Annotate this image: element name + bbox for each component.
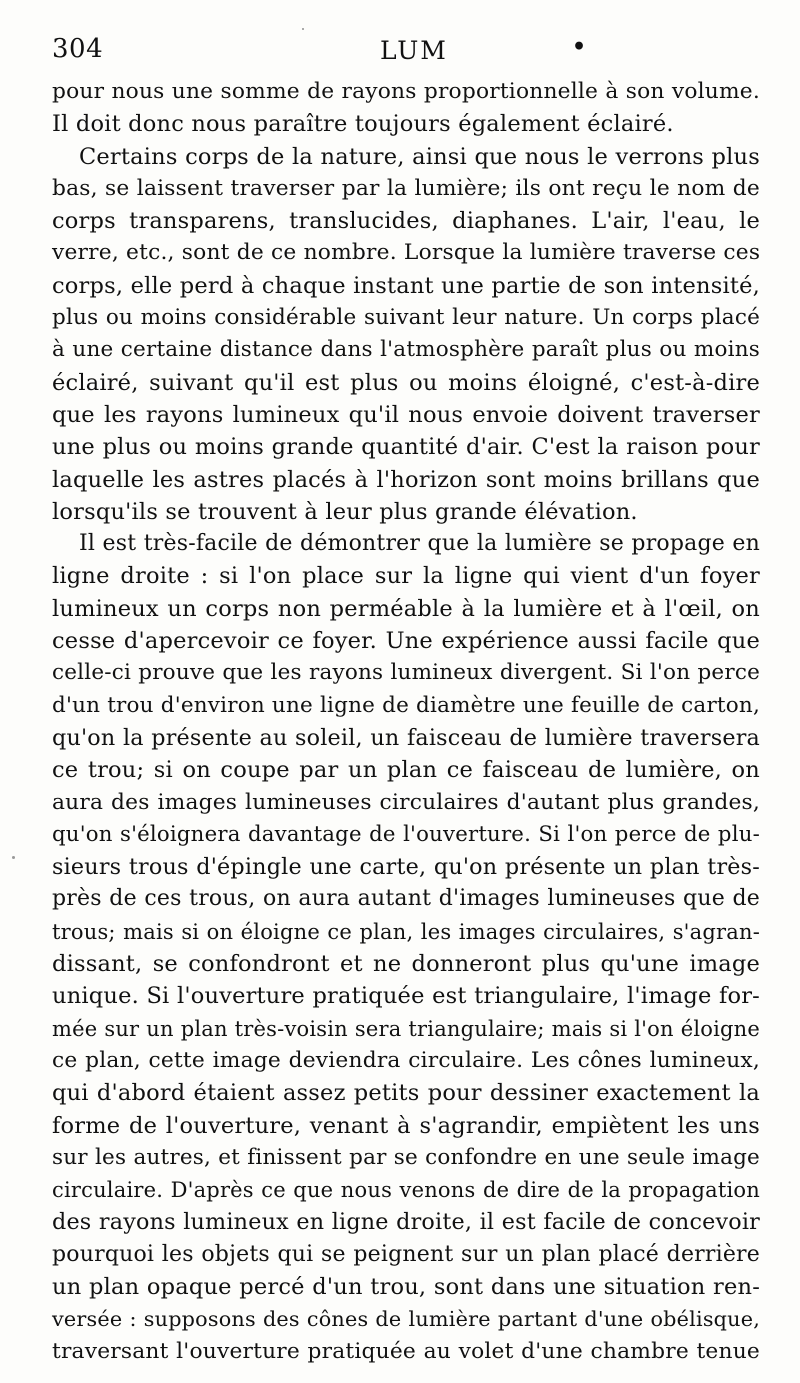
text-line: cesse d'apercevoir ce foyer. Une expérience aussi facile que (52, 628, 760, 655)
text-line: corps, elle perd à chaque instant une partie de son intensité, (52, 272, 760, 299)
text-line: unique. Si l'ouverture pratiquée est triangulaire, l'image for- (52, 983, 760, 1010)
paper-speck (12, 856, 15, 859)
text-line: traversant l'ouverture pratiquée au volet d'une chambre tenue (52, 1338, 760, 1364)
text-line: une plus ou moins grande quantité d'air. C'est la raison pour (52, 434, 760, 461)
text-line: ligne droite : si l'on place sur la ligne qui vient d'un foyer (52, 563, 760, 590)
page-header (52, 34, 760, 70)
text-line: verre, etc., sont de ce nombre. Lorsque la lumière traverse ces (52, 240, 761, 266)
text-line: lumineux un corps non perméable à la lumière et à l'œil, on (52, 595, 760, 622)
text-line: sieurs trous d'épingle une carte, qu'on présente un plan très- (52, 854, 760, 881)
text-line: sur les autres, et finissent par se confondre en une seule image (52, 1144, 760, 1170)
text-line: d'un trou d'environ une ligne de diamètre une feuille de carton, (52, 692, 760, 718)
text-line: des rayons lumineux en ligne droite, il est facile de concevoir (52, 1209, 760, 1236)
text-line: éclairé, suivant qu'il est plus ou moins éloigné, c'est-à-dire (52, 369, 760, 396)
text-line: ce trou; si on coupe par un plan ce faisceau de lumière, on (52, 757, 760, 784)
text-line: ce plan, cette image deviendra circulaire. Les cônes lumineux, (52, 1047, 760, 1073)
text-line: circulaire. D'après ce que nous venons de dire de la propagation (52, 1178, 760, 1203)
paper-speck (302, 28, 304, 30)
text-line: Il est très-facile de démontrer que la lumière se propage en (79, 531, 760, 557)
text-line: un plan opaque percé d'un trou, sont dans une situation ren- (52, 1273, 760, 1300)
page-number: 304 (52, 34, 104, 64)
header-mark: • (572, 34, 587, 60)
running-head: LUM (380, 36, 448, 65)
text-line: laquelle les astres placés à l'horizon sont moins brillans que (52, 466, 760, 493)
text-line: lorsqu'ils se trouvent à leur plus grande élévation. (52, 498, 638, 525)
text-line: qui d'abord étaient assez petits pour dessiner exactement la (52, 1080, 760, 1107)
text-line: trous; mais si on éloigne ce plan, les images circulaires, s'agran- (52, 919, 760, 944)
text-line: pourquoi les objets qui se peignent sur un plan placé derrière (52, 1241, 760, 1267)
text-line: corps transparens, translucides, diaphanes. L'air, l'eau, le (52, 208, 760, 235)
text-line: pour nous une somme de rayons proportionnelle à son volume. (52, 79, 760, 104)
text-line: que les rayons lumineux qu'il nous envoie doivent traverser (52, 401, 760, 428)
text-line: à une certaine distance dans l'atmosphère paraît plus ou moins (52, 337, 760, 363)
text-line: celle-ci prouve que les rayons lumineux divergent. Si l'on perce (52, 660, 760, 686)
body-text (52, 76, 760, 1368)
text-line: Certains corps de la nature, ainsi que nous le verrons plus (79, 143, 760, 170)
text-line: qu'on s'éloignera davantage de l'ouverture. Si l'on perce de plu- (52, 821, 760, 847)
text-line: dissant, se confondront et ne donneront plus qu'une image (52, 951, 760, 978)
text-line: mée sur un plan très-voisin sera triangulaire; mais si l'on éloigne (52, 1016, 760, 1041)
text-line: forme de l'ouverture, venant à s'agrandir, empiètent les uns (52, 1112, 760, 1139)
text-line: plus ou moins considérable suivant leur nature. Un corps placé (52, 305, 760, 331)
text-line: versée : supposons des cônes de lumière partant d'une obélisque, (52, 1307, 760, 1332)
text-line: bas, se laissent traverser par la lumière; ils ont reçu le nom de (52, 175, 760, 201)
text-line: près de ces trous, on aura autant d'images lumineuses que de (52, 886, 760, 912)
text-line: aura des images lumineuses circulaires d'autant plus grandes, (52, 789, 760, 815)
text-line: Il doit donc nous paraître toujours également éclairé. (52, 111, 674, 138)
text-line: qu'on la présente au soleil, un faisceau de lumière traversera (52, 724, 760, 751)
